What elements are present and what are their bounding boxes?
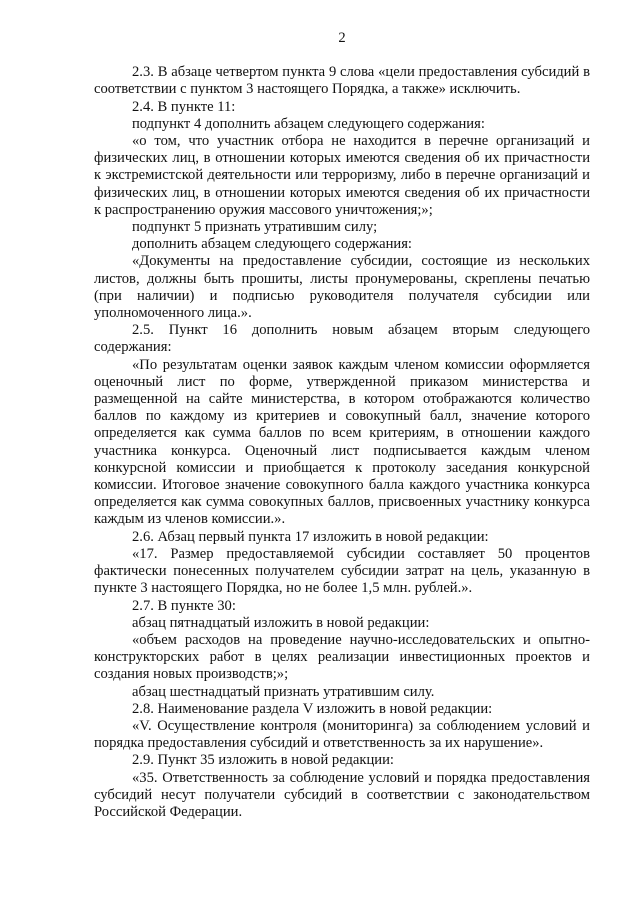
paragraph-2-8: 2.8. Наименование раздела V изложить в новой редакции: <box>132 700 493 717</box>
paragraph-2-9: 2.9. Пункт 35 изложить в новой редакции: <box>132 752 394 769</box>
paragraph-2-3: 2.3. В абзаце четвертом пункта 9 слова «цели предоставления субсидий в соответствии с пунктом 3 настоящего Порядка, а также» исключить. <box>94 64 590 98</box>
quote-research-costs: «объем расходов на проведение научно-исследовательских и опытно-конструкторских работ в целях реализации инвестиционных проектов и создания новых производств;»; <box>94 631 590 683</box>
quote-section-v: «V. Осуществление контроля (мониторинга) за соблюдением условий и порядка предоставления субсидий и ответственность за их нарушение». <box>94 717 590 752</box>
quote-documents: «Документы на предоставление субсидии, состоящие из нескольких листов, должны быть прошиты, листы пронумерованы, скреплены печатью (при наличии) и подписью руководителя получателя субсидии или уполномоченного лица.». <box>94 253 590 322</box>
paragraph-2-6: 2.6. Абзац первый пункта 17 изложить в новой редакции: <box>132 528 489 545</box>
paragraph-2-5: 2.5. Пункт 16 дополнить новым абзацем вторым следующего содержания: <box>94 322 590 356</box>
paragraph-2-4-add: дополнить абзацем следующего содержания: <box>132 236 412 253</box>
quote-point-35: «35. Ответственность за соблюдение условий и порядка предоставления субсидий несут получатели субсидий в соответствии с законодательством Российской Федерации. <box>94 769 590 820</box>
quote-point-17: «17. Размер предоставляемой субсидии составляет 50 процентов фактически понесенных получателем субсидии затрат на цель, указанную в пункте 3 настоящего Порядка, но не более 1,5 млн. рублей.». <box>94 545 590 597</box>
paragraph-2-7-abz16: абзац шестнадцатый признать утратившим силу. <box>132 683 435 700</box>
paragraph-2-7-abz15: абзац пятнадцатый изложить в новой редакции: <box>132 614 430 631</box>
paragraph-2-4-sub4: подпункт 4 дополнить абзацем следующего содержания: <box>132 115 485 132</box>
quote-evaluation: «По результатам оценки заявок каждым членом комиссии оформляется оценочный лист по форме, утвержденной приказом министерства и размещенной на сайте министерства, в котором отображаются количество баллов по каждому из критериев и совокупный балл, значение которого определяется как сумма баллов по всем критериям, в отношении каждого участника конкурса. Оценочный лист подписывается каждым членом конкурсной комиссии и приобщается к протоколу заседания конкурсной комиссии. Итоговое значение совокупного балла каждого участника конкурса определяется как сумма совокупных баллов, присвоенных участнику конкурса каждым из членов комиссии.». <box>94 356 590 528</box>
page-number: 2 <box>338 30 346 46</box>
document-page <box>94 30 590 821</box>
paragraph-2-7: 2.7. В пункте 30: <box>132 597 236 614</box>
paragraph-2-4: 2.4. В пункте 11: <box>132 98 236 115</box>
paragraph-2-4-sub5: подпункт 5 признать утратившим силу; <box>132 219 378 236</box>
quote-extremism: «о том, что участник отбора не находится в перечне организаций и физических лиц, в отношении которых имеются сведения об их причастности к экстремистской деятельности или терроризму, либо в перечне организаций и физических лиц, в отношении которых имеются сведения об их причастности к распространению оружия массового уничтожения;»; <box>94 133 590 218</box>
